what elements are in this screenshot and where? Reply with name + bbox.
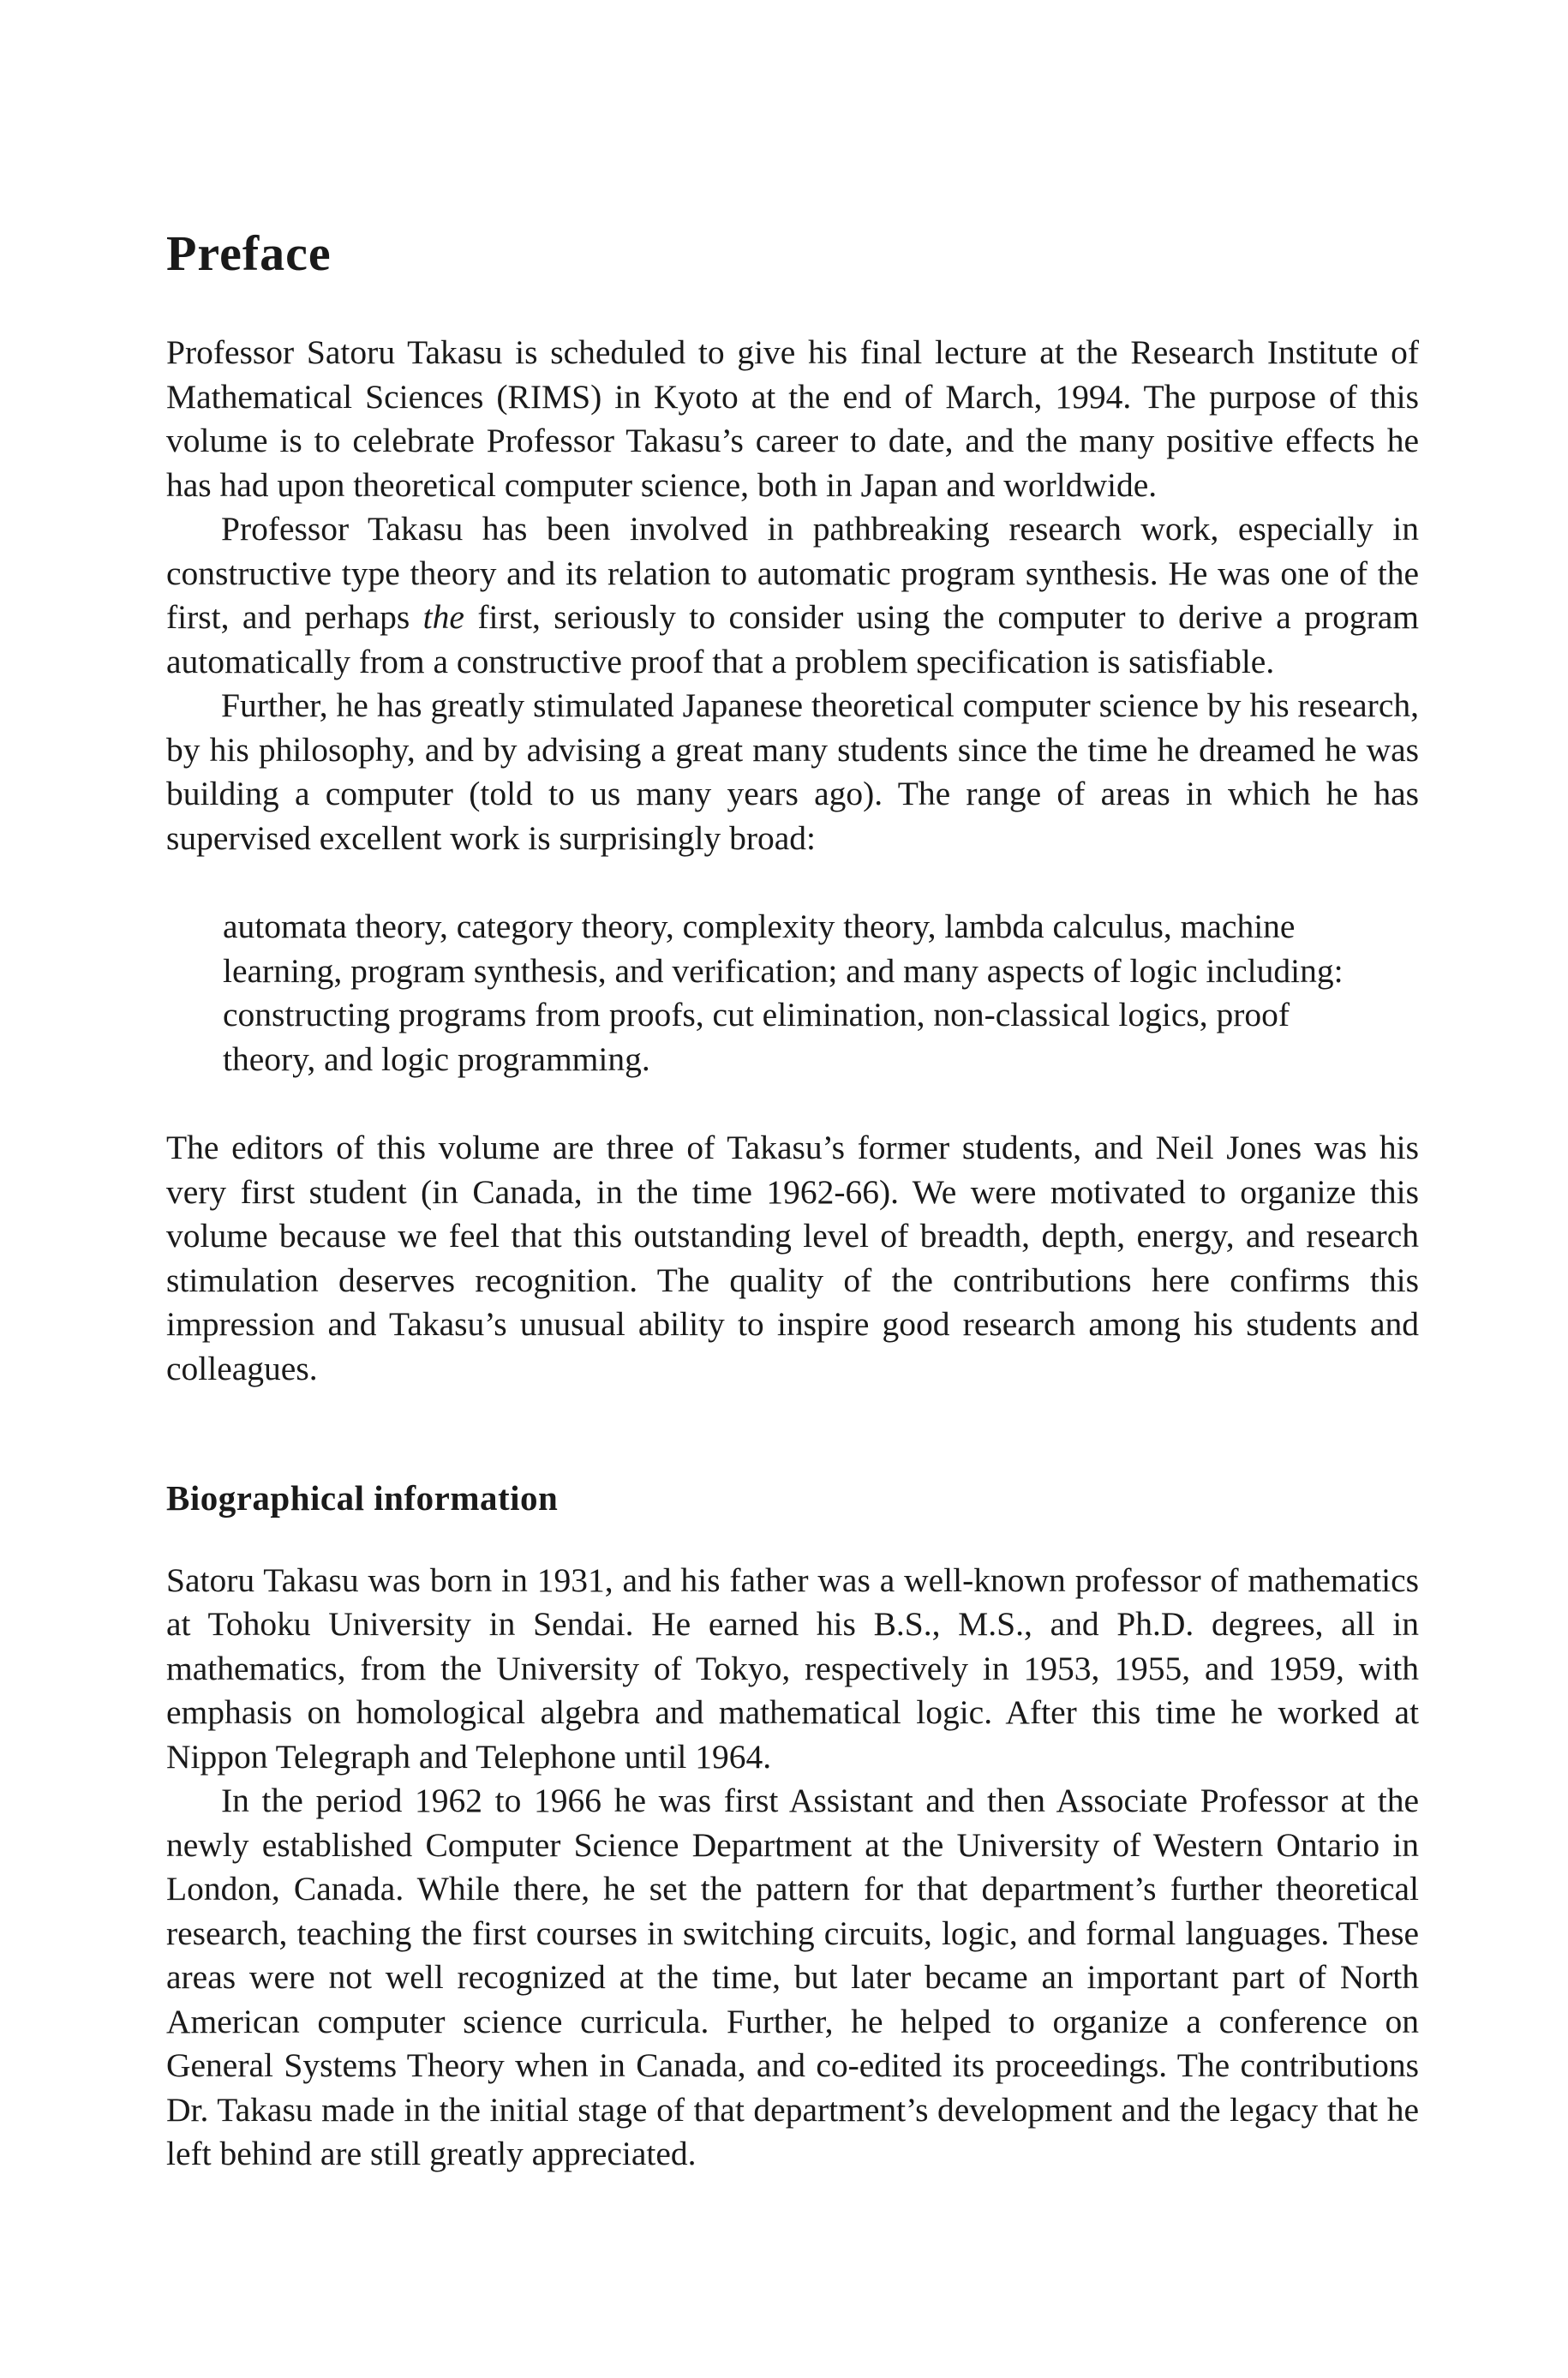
paragraph-editors: The editors of this volume are three of Takasu’s former students, and Neil Jones was his very first student (in Canada, in the time 1962-66). We were motivated to organize this volume because we feel that this outstanding level of breadth, depth, energy, and research stimulation deserves recognition. The quality of the contributions here confirms this impression and Takasu’s unusual ability to inspire good research among his students and colleagues. (166, 1129, 1419, 1387)
paragraph-intro: Professor Satoru Takasu is scheduled to give his final lecture at the Research Institute of Mathematical Sciences (RIMS) in Kyoto at the end of March, 1994. The purpose of this volume is to celebrate Professor Takasu’s career to date, and the many positive effects he has had upon theoretical computer science, both in Japan and worldwide. (166, 333, 1419, 504)
section-heading: Biographical information (166, 1478, 559, 1518)
paragraph-influence: Further, he has greatly stimulated Japanese theoretical computer science by his research, by his philosophy, and by advising a great many students since the time he dreamed he was building a computer (told to us many years ago). The range of areas in which he has supervised excellent work is surprisingly broad: (166, 686, 1419, 857)
document-body (166, 331, 1419, 2177)
emphasis-the: the (422, 598, 464, 636)
paragraph-research-text-a: Professor Takasu has been involved in pathbreaking research work, especially in constructive type theory and its relation to automatic program synthesis. He was one of the first, and perhaps (166, 510, 1419, 636)
page-title: Preface (166, 225, 332, 281)
paragraph-bio-early: Satoru Takasu was born in 1931, and his father was a well-known professor of mathematics at Tohoku University in Sendai. He earned his B.S., M.S., and Ph.D. degrees, all in mathematics, from the University of Tokyo, respectively in 1953, 1955, and 1959, with emphasis on homological algebra and mathematical logic. After this time he worked at Nippon Telegraph and Telephone until 1964. (166, 1560, 1419, 1776)
paragraph-research-text-b: first, seriously to consider using the computer to derive a program automatically from a constructive proof that a problem specification is satisfiable. (166, 598, 1419, 680)
paragraph-bio-canada: In the period 1962 to 1966 he was first Assistant and then Associate Professor at the newly established Computer Science Department at the University of Western Ontario in London, Canada. While there, he set the pattern for that department’s further theoretical research, teaching the first courses in switching circuits, logic, and formal languages. These areas were not well recognized at the time, but later became an important part of North American computer science curricula. Further, he helped to organize a conference on General Systems Theory when in Canada, and co-edited its proceedings. The contributions Dr. Takasu made in the initial stage of that department’s development and the legacy that he left behind are still greatly appreciated. (166, 1782, 1419, 2172)
paragraph-research (166, 507, 1419, 684)
areas-quote: automata theory, category theory, complexity theory, lambda calculus, machine learning, program synthesis, and verification; and many aspects of logic including: constructing programs from proofs, cut elimination, non-classical logics, proof theory, and logic programming. (223, 907, 1344, 1078)
